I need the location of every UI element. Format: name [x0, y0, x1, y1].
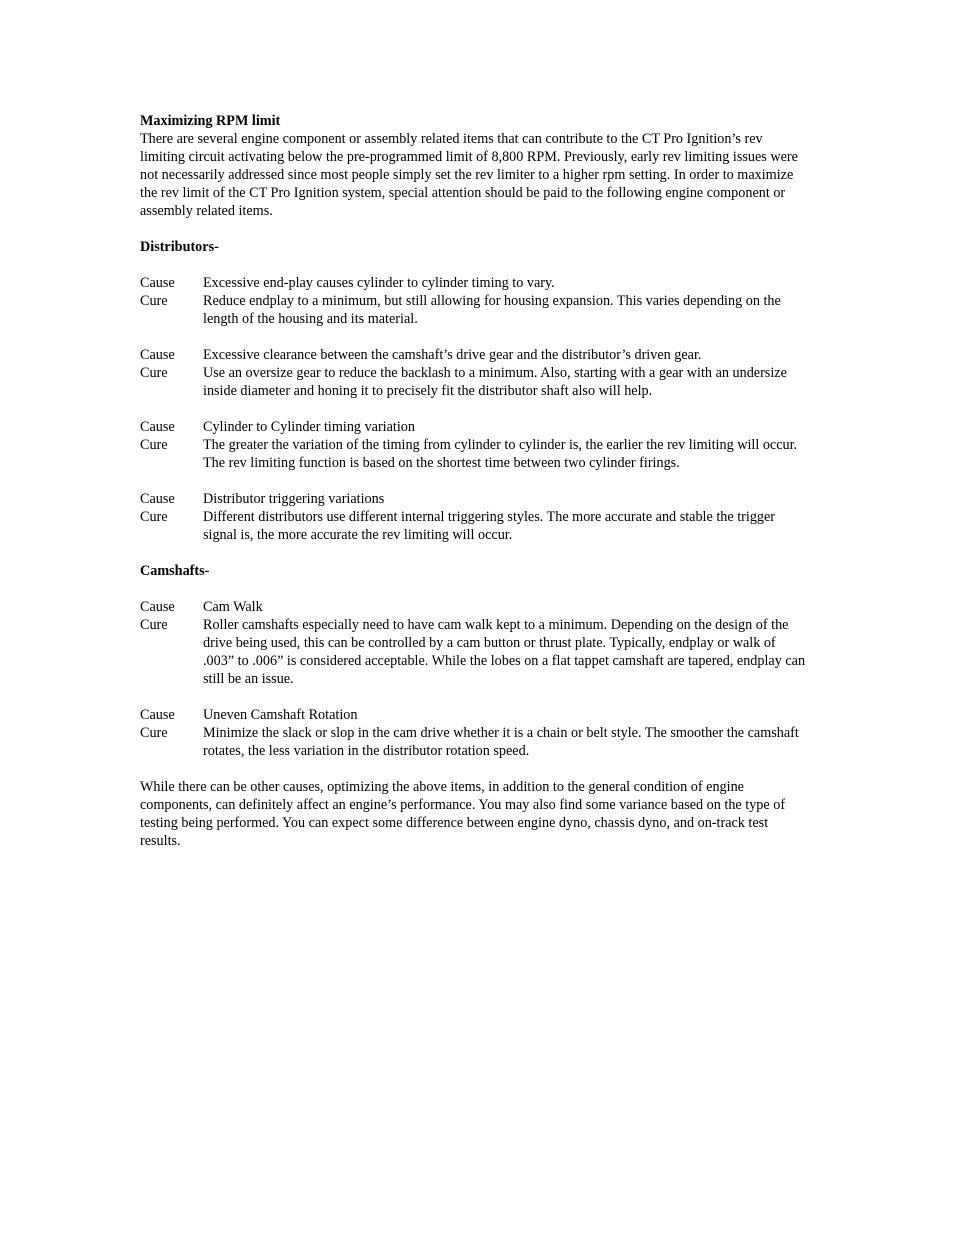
cause-text: Uneven Camshaft Rotation: [203, 707, 358, 723]
cure-label: Cure: [140, 365, 168, 381]
spacer: [140, 220, 810, 238]
cure-text: The greater the variation of the timing from cylinder to cylinder is, the earlier the rev limiting will occur. The rev limiting function is based on the shortest time between two cylinder firings.: [203, 437, 798, 471]
cure-row: [140, 508, 810, 544]
cause-text: Cylinder to Cylinder timing variation: [203, 419, 415, 435]
cure-label: Cure: [140, 725, 168, 741]
cure-label: Cure: [140, 437, 168, 453]
cause-row: [140, 418, 810, 436]
cause-row: [140, 274, 810, 292]
cause-text: Cam Walk: [203, 599, 263, 615]
camshafts-item-1: [140, 598, 810, 688]
cause-text: Excessive clearance between the camshaft’s drive gear and the distributor’s driven gear.: [203, 347, 702, 363]
cause-label: Cause: [140, 707, 175, 723]
intro-paragraph: There are several engine component or assembly related items that can contribute to the CT Pro Ignition’s rev limiting circuit activating below the pre-programmed limit of 8,800 RPM. Previously, early rev limiting issues were not necessarily addressed since most people simply set the rev limiter to a higher rpm setting. In order to maximize the rev limit of the CT Pro Ignition system, special attention should be paid to the following engine component or assembly related items.: [140, 131, 798, 219]
cause-label: Cause: [140, 419, 175, 435]
closing-paragraph: While there can be other causes, optimizing the above items, in addition to the general condition of engine components, can definitely affect an engine’s performance. You may also find some variance based on the type of testing being performed. You can expect some difference between engine dyno, chassis dyno, and on-track test results.: [140, 779, 786, 849]
cure-text: Roller camshafts especially need to have cam walk kept to a minimum. Depending on the design of the drive being used, this can be controlled by a cam button or thrust plate. Typically, endplay or walk of .003” to .006” is considered acceptable. While the lobes on a flat tappet camshaft are tapered, endplay can still be an issue.: [203, 617, 806, 687]
document-page: [140, 112, 810, 850]
cure-row: [140, 364, 810, 400]
spacer: [140, 688, 810, 706]
spacer: [140, 256, 810, 274]
cause-text: Distributor triggering variations: [203, 491, 385, 507]
cure-row: [140, 616, 810, 688]
spacer: [140, 472, 810, 490]
camshafts-item-2: [140, 706, 810, 760]
cause-text: Excessive end-play causes cylinder to cylinder timing to vary.: [203, 275, 555, 291]
spacer: [140, 544, 810, 562]
cure-label: Cure: [140, 509, 168, 525]
distributors-item-3: [140, 418, 810, 472]
cure-text: Reduce endplay to a minimum, but still allowing for housing expansion. This varies depending on the length of the housing and its material.: [203, 293, 781, 327]
cause-row: [140, 490, 810, 508]
cure-text: Minimize the slack or slop in the cam drive whether it is a chain or belt style. The smoother the camshaft rotates, the less variation in the distributor rotation speed.: [203, 725, 799, 759]
cause-row: [140, 598, 810, 616]
distributors-item-2: [140, 346, 810, 400]
cause-row: [140, 706, 810, 724]
spacer: [140, 760, 810, 778]
cure-text: Different distributors use different internal triggering styles. The more accurate and stable the trigger signal is, the more accurate the rev limiting will occur.: [203, 509, 776, 543]
page-title: Maximizing RPM limit: [140, 113, 281, 129]
cause-row: [140, 346, 810, 364]
distributors-item-4: [140, 490, 810, 544]
cure-label: Cure: [140, 617, 168, 633]
spacer: [140, 580, 810, 598]
camshafts-heading: Camshafts-: [140, 563, 210, 579]
cure-label: Cure: [140, 293, 168, 309]
spacer: [140, 400, 810, 418]
cause-label: Cause: [140, 275, 175, 291]
cause-label: Cause: [140, 347, 175, 363]
distributors-heading: Distributors-: [140, 239, 219, 255]
spacer: [140, 328, 810, 346]
cause-label: Cause: [140, 491, 175, 507]
distributors-item-1: [140, 274, 810, 328]
cure-text: Use an oversize gear to reduce the backlash to a minimum. Also, starting with a gear with an undersize inside diameter and honing it to precisely fit the distributor shaft also will help.: [203, 365, 787, 399]
cure-row: [140, 292, 810, 328]
cause-label: Cause: [140, 599, 175, 615]
cure-row: [140, 436, 810, 472]
cure-row: [140, 724, 810, 760]
